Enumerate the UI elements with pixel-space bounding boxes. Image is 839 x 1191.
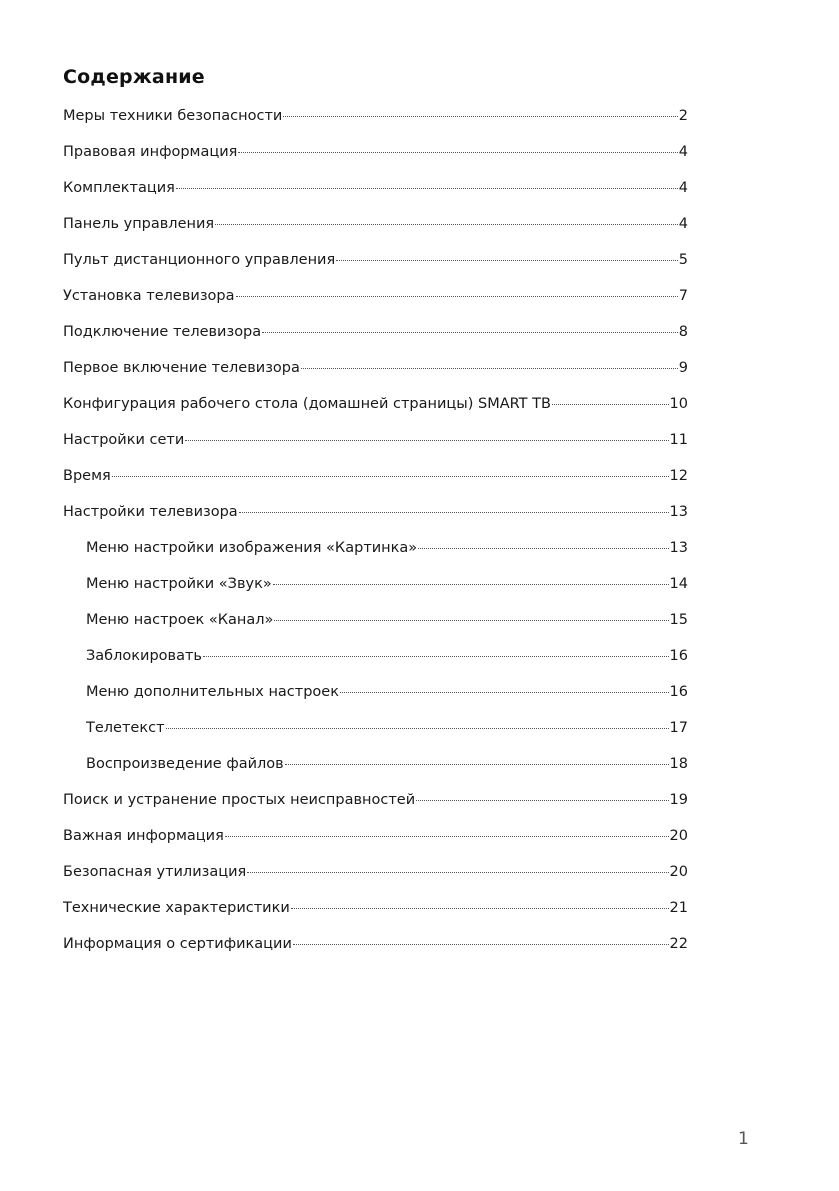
toc-entry-label: Меню настройки «Звук» xyxy=(86,576,272,592)
table-of-contents xyxy=(63,106,688,970)
toc-subentry[interactable] xyxy=(63,754,688,790)
toc-entry-label: Первое включение телевизора xyxy=(63,360,300,376)
dot-leader xyxy=(236,296,678,297)
dot-leader xyxy=(262,332,678,333)
dot-leader xyxy=(247,872,668,873)
dot-leader xyxy=(185,440,668,441)
toc-entry-label: Установка телевизора xyxy=(63,288,235,304)
toc-entry[interactable] xyxy=(63,502,688,538)
dot-leader xyxy=(291,908,669,909)
toc-entry-label: Воспроизведение файлов xyxy=(86,756,284,772)
toc-entry-label: Меню настройки изображения «Картинка» xyxy=(86,540,418,556)
toc-entry-page: 10 xyxy=(669,396,688,412)
toc-entry-page: 19 xyxy=(669,792,688,808)
toc-subentry[interactable] xyxy=(63,682,688,718)
toc-entry[interactable] xyxy=(63,934,688,970)
toc-entry-page: 7 xyxy=(678,288,688,304)
toc-entry[interactable] xyxy=(63,250,688,286)
dot-leader xyxy=(416,800,668,801)
toc-entry[interactable] xyxy=(63,826,688,862)
dot-leader xyxy=(283,116,677,117)
toc-entry-label: Информация о сертификации xyxy=(63,936,292,952)
dot-leader xyxy=(552,404,669,405)
dot-leader xyxy=(239,512,669,513)
toc-entry[interactable] xyxy=(63,898,688,934)
toc-entry-page: 20 xyxy=(669,864,688,880)
toc-entry[interactable] xyxy=(63,286,688,322)
toc-entry-page: 22 xyxy=(669,936,688,952)
dot-leader xyxy=(340,692,669,693)
dot-leader xyxy=(238,152,677,153)
toc-entry-label: Меню настроек «Канал» xyxy=(86,612,274,628)
toc-entry-page: 4 xyxy=(678,144,688,160)
dot-leader xyxy=(293,944,669,945)
dot-leader xyxy=(215,224,678,225)
toc-entry[interactable] xyxy=(63,430,688,466)
dot-leader xyxy=(176,188,678,189)
toc-entry-label: Заблокировать xyxy=(86,648,202,664)
dot-leader xyxy=(203,656,669,657)
toc-entry-page: 16 xyxy=(669,648,688,664)
toc-entry-page: 15 xyxy=(669,612,688,628)
toc-entry-page: 21 xyxy=(669,900,688,916)
dot-leader xyxy=(301,368,678,369)
toc-entry-page: 13 xyxy=(669,504,688,520)
dot-leader xyxy=(418,548,668,549)
dot-leader xyxy=(274,620,668,621)
toc-entry-page: 5 xyxy=(678,252,688,268)
toc-entry-label: Конфигурация рабочего стола (домашней страницы) SMART ТВ xyxy=(63,396,551,412)
toc-entry-label: Время xyxy=(63,468,111,484)
toc-entry-page: 18 xyxy=(669,756,688,772)
toc-entry[interactable] xyxy=(63,106,688,142)
toc-entry[interactable] xyxy=(63,790,688,826)
toc-entry-page: 2 xyxy=(678,108,688,124)
toc-entry-label: Телетекст xyxy=(86,720,165,736)
toc-entry-page: 11 xyxy=(669,432,688,448)
dot-leader xyxy=(336,260,678,261)
page-number: 1 xyxy=(738,1129,749,1149)
toc-subentry[interactable] xyxy=(63,574,688,610)
dot-leader xyxy=(112,476,669,477)
toc-entry[interactable] xyxy=(63,214,688,250)
toc-entry[interactable] xyxy=(63,394,688,430)
toc-entry[interactable] xyxy=(63,466,688,502)
toc-entry-label: Меню дополнительных настроек xyxy=(86,684,339,700)
toc-entry-page: 9 xyxy=(678,360,688,376)
toc-entry-label: Поиск и устранение простых неисправностей xyxy=(63,792,416,808)
toc-entry-page: 16 xyxy=(669,684,688,700)
dot-leader xyxy=(166,728,669,729)
toc-subentry[interactable] xyxy=(63,538,688,574)
toc-entry-label: Технические характеристики xyxy=(63,900,290,916)
toc-entry[interactable] xyxy=(63,862,688,898)
toc-entry-label: Меры техники безопасности xyxy=(63,108,283,124)
toc-entry-page: 17 xyxy=(669,720,688,736)
toc-entry-label: Комплектация xyxy=(63,180,175,196)
toc-entry-page: 20 xyxy=(669,828,688,844)
toc-subentry[interactable] xyxy=(63,646,688,682)
toc-entry-label: Настройки телевизора xyxy=(63,504,238,520)
toc-subentry[interactable] xyxy=(63,718,688,754)
dot-leader xyxy=(285,764,669,765)
toc-entry[interactable] xyxy=(63,142,688,178)
toc-entry[interactable] xyxy=(63,322,688,358)
toc-entry-label: Настройки сети xyxy=(63,432,185,448)
toc-entry-page: 13 xyxy=(669,540,688,556)
toc-subentry[interactable] xyxy=(63,610,688,646)
page-title: Содержание xyxy=(63,66,205,88)
toc-entry-label: Пульт дистанционного управления xyxy=(63,252,336,268)
toc-entry-label: Безопасная утилизация xyxy=(63,864,247,880)
toc-entry-label: Важная информация xyxy=(63,828,224,844)
toc-entry-label: Панель управления xyxy=(63,216,215,232)
toc-entry[interactable] xyxy=(63,178,688,214)
dot-leader xyxy=(225,836,669,837)
toc-entry-page: 4 xyxy=(678,180,688,196)
toc-entry-label: Правовая информация xyxy=(63,144,238,160)
toc-entry-page: 4 xyxy=(678,216,688,232)
toc-entry-page: 8 xyxy=(678,324,688,340)
dot-leader xyxy=(273,584,669,585)
toc-entry-page: 14 xyxy=(669,576,688,592)
toc-entry-label: Подключение телевизора xyxy=(63,324,262,340)
toc-entry[interactable] xyxy=(63,358,688,394)
toc-entry-page: 12 xyxy=(669,468,688,484)
